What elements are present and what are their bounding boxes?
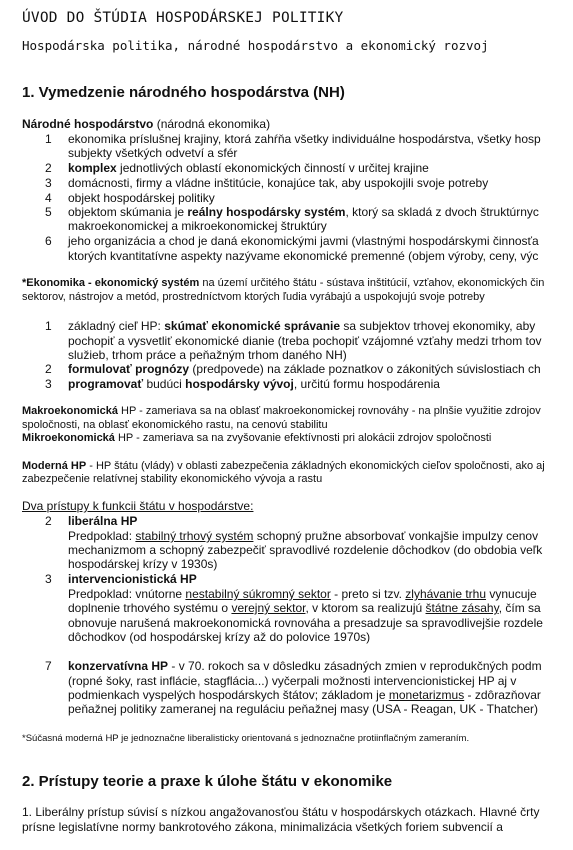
makro-hp-cont: spoločnosti, na oblasť ekonomického rastu, na cenovú stabilitu (22, 419, 328, 431)
list-item-text: služieb, trhom práce a peňažným trhom daného NH) (68, 348, 347, 362)
list-item-text: peňažnej politiky zameranej na reguláciu peňažnej masy (USA - Reagan, UK - Thatcher) (68, 702, 539, 716)
list-item-number: 2 (45, 161, 52, 175)
footnote: *Súčasná moderná HP je jednoznačne liberalisticky orientovaná s jednoznačne protiinflačným zameraním. (22, 733, 470, 744)
list-item-number: 1 (45, 319, 52, 333)
list-item-number: 7 (45, 659, 52, 673)
list-item-text: Predpoklad: stabilný trhový systém schopný pružne absorbovať vonkajšie impulzy cenov (68, 529, 539, 543)
list-item-text: programovať budúci hospodársky vývoj, určitú formu hospodárenia (68, 377, 440, 391)
approach-title: liberálna HP (68, 514, 138, 528)
list-item-number: 4 (45, 191, 52, 205)
nh-definition-label (22, 117, 270, 131)
list-item-text: (ropné šoky, rast inflácie, stagflácia...) vyčerpali možnosti intervencionistickej HP aj v (68, 674, 517, 688)
economy-definition: *Ekonomika - ekonomický systém na území určitého štátu - sústava inštitúcií, vzťahov, ekonomických čin (22, 277, 545, 289)
list-item-text: podmienkach vyspelých hospodárskych štátov; základom je monetarizmus - zdôrazňovar (68, 688, 541, 702)
approach-title: intervencionistická HP (68, 572, 197, 586)
list-item-number: 3 (45, 572, 52, 586)
section-2-paragraph-cont: prísne legislatívne normy bankrotového zákona, minimalizácia všetkých foriem subvencií a (22, 820, 503, 834)
list-item-text: ktorých kvantitatívne aspekty nazývame ekonomické premenné (objem výroby, ceny, výc (68, 249, 539, 263)
list-item-text: makroekonomickej a mikroekonomickej štruktúry (68, 219, 327, 233)
list-item-text: hospodárskej krízy v 1930s) (68, 557, 218, 571)
makro-hp: Makroekonomická HP - zameriava sa na oblasť makroekonomickej rovnováhy - na plnšie využitie zdrojov (22, 405, 541, 417)
list-item-text: formulovať prognózy (predpovede) na základe poznatkov o zákonitých súvislostiach ch (68, 362, 541, 376)
moderna-hp: Moderná HP - HP štátu (vlády) v oblasti zabezpečenia základných ekonomických cieľov spoločnosti, ako aj (22, 460, 545, 472)
list-item-text: základný cieľ HP: skúmať ekonomické správanie sa subjektov trhovej ekonomiky, aby (68, 319, 536, 333)
list-item-text: dôchodkov (od hospodárskej krízy až do polovice 1970s) (68, 630, 371, 644)
list-item-text: obnovuje narušená makroekonomická rovnováha a presadzuje sa spravodlivejšie rozdele (68, 616, 543, 630)
section-2-heading: 2. Prístupy teorie a praxe k úlohe štátu v ekonomike (22, 773, 393, 790)
list-item-text: doplnenie trhového systému o verejný sektor, v ktorom sa realizujú štátne zásahy, čím sa (68, 601, 541, 615)
list-item-text: mechanizmom a schopný zabezpečiť spravodlivé rozdelenie dôchodkov (do obdobia veľk (68, 543, 543, 557)
list-item-number: 3 (45, 377, 52, 391)
list-item-text: domácnosti, firmy a vládne inštitúcie, konajúce tak, aby uspokojili svoje potreby (68, 176, 489, 190)
list-item-number: 6 (45, 234, 52, 248)
moderna-hp-cont: zabezpečenie relatívnej stability ekonomického vývoja a rastu (22, 473, 323, 485)
list-item-text: subjekty všetkých odvetví a sfér (68, 146, 238, 160)
economy-definition-cont: sektorov, nástrojov a metód, prostredníctvom ktorých ľudia vyrábajú a uspokojujú svoje potreby (22, 291, 485, 303)
nh-paren: (národná ekonomika) (153, 117, 271, 131)
list-item-number: 5 (45, 205, 52, 219)
list-item-text: objekt hospodárskej politiky (68, 191, 215, 205)
list-item-text: komplex jednotlivých oblastí ekonomických činností v určitej krajine (68, 161, 429, 175)
list-item-text: jeho organizácia a chod je daná ekonomickými javmi (vlastnými hospodárskymi činnosťa (68, 234, 539, 248)
approaches-heading: Dva prístupy k funkcii štátu v hospodárstve: (22, 499, 254, 513)
list-item-number: 2 (45, 362, 52, 376)
list-item-text: konzervatívna HP - v 70. rokoch sa v dôsledku zásadných zmien v reprodukčných podm (68, 659, 542, 673)
document-subtitle: Hospodárska politika, národné hospodárstvo a ekonomický rozvoj (22, 38, 489, 53)
document-title: ÚVOD DO ŠTÚDIA HOSPODÁRSKEJ POLITIKY (22, 10, 344, 26)
nh-term: Národné hospodárstvo (22, 117, 154, 131)
list-item-text: pochopiť a vysvetliť ekonomické dianie (treba pochopiť vzájomné vzťahy medzi trhom tov (68, 334, 542, 348)
list-item-text: Predpoklad: vnútorne nestabilný súkromný sektor - preto si tzv. zlyhávanie trhu vynucuje (68, 587, 537, 601)
list-item-number: 1 (45, 132, 52, 146)
list-item-text: ekonomika príslušnej krajiny, ktorá zahŕňa všetky individuálne hospodárstva, všetky hosp (68, 132, 541, 146)
list-item-number: 3 (45, 176, 52, 190)
list-item-text: objektom skúmania je reálny hospodársky systém, ktorý sa skladá z dvoch štruktúrnyc (68, 205, 539, 219)
section-2-paragraph: 1. Liberálny prístup súvisí s nízkou angažovanosťou štátu v hospodárskych otázkach. Hlavné črty (22, 805, 540, 819)
section-1-heading: 1. Vymedzenie národného hospodárstva (NH) (22, 84, 345, 101)
mikro-hp: Mikroekonomická HP - zameriava sa na zvyšovanie efektívnosti pri alokácii zdrojov spoločnosti (22, 432, 492, 444)
list-item-number: 2 (45, 514, 52, 528)
